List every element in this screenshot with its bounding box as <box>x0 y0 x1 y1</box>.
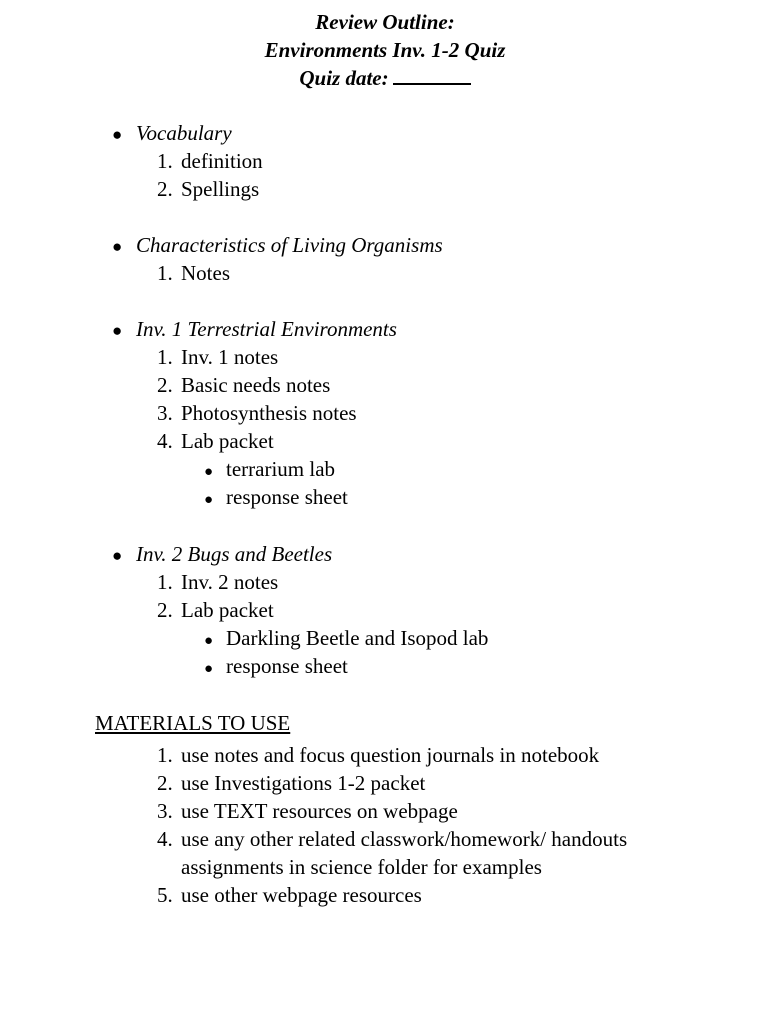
bullet-icon: ● <box>112 237 123 256</box>
bullet-icon: ● <box>112 321 123 340</box>
list-item: 5. use other webpage resources <box>157 883 422 907</box>
list-item: 1. Notes <box>157 261 230 285</box>
materials-heading: MATERIALS TO USE <box>95 711 291 735</box>
section-title: Vocabulary <box>136 121 232 145</box>
quiz-date-label: Quiz date: <box>299 66 389 90</box>
list-item: 4. Lab packet <box>157 429 274 453</box>
list-item: 2. Basic needs notes <box>157 373 331 397</box>
quiz-date-line <box>0 64 770 92</box>
title-line-1: Review Outline: <box>315 10 455 34</box>
list-item: 3. Photosynthesis notes <box>157 401 357 425</box>
title-line-2: Environments Inv. 1-2 Quiz <box>264 38 506 62</box>
sub-list-item: ● terrarium lab <box>204 455 335 486</box>
bullet-icon: ● <box>112 546 123 565</box>
section-vocabulary <box>112 119 232 149</box>
section-characteristics <box>112 231 443 261</box>
list-item: 1. Inv. 1 notes <box>157 345 279 369</box>
bullet-icon: ● <box>112 125 123 144</box>
list-item: 2. Spellings <box>157 177 260 201</box>
sub-list-item: ● response sheet <box>204 652 348 683</box>
bullet-icon: ● <box>204 492 214 508</box>
section-title: Inv. 1 Terrestrial Environments <box>136 317 397 341</box>
list-item: 1. Inv. 2 notes <box>157 570 279 594</box>
sub-list-item: ● response sheet <box>204 483 348 514</box>
quiz-date-blank <box>393 65 471 85</box>
list-item: 1. use notes and focus question journals in notebook <box>157 743 600 767</box>
list-item: 2. Lab packet <box>157 598 274 622</box>
section-title: Characteristics of Living Organisms <box>136 233 443 257</box>
bullet-icon: ● <box>204 464 214 480</box>
list-item: 2. use Investigations 1-2 packet <box>157 771 426 795</box>
section-inv2 <box>112 540 332 570</box>
section-title: Inv. 2 Bugs and Beetles <box>136 542 333 566</box>
bullet-icon: ● <box>204 633 214 649</box>
list-item-continuation: assignments in science folder for examples <box>181 855 542 879</box>
list-item: 1. definition <box>157 149 263 173</box>
list-item: 3. use TEXT resources on webpage <box>157 799 458 823</box>
bullet-icon: ● <box>204 661 214 677</box>
section-inv1 <box>112 315 397 345</box>
list-item: 4. use any other related classwork/homework/ handouts <box>157 827 628 851</box>
sub-list-item: ● Darkling Beetle and Isopod lab <box>204 624 488 655</box>
